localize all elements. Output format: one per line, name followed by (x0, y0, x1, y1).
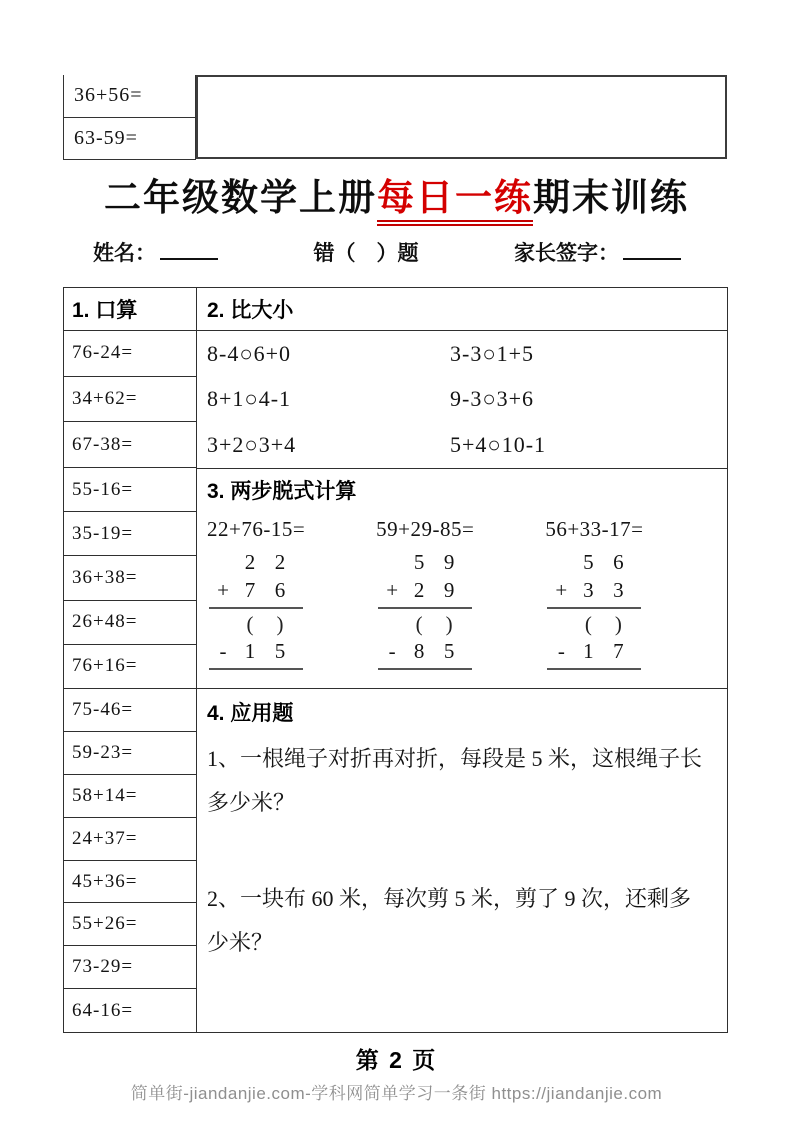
intermediate-result-row: ( ) (246, 611, 284, 636)
compare-problem: 5+4○10-1 (450, 432, 547, 458)
word-problem: 1、一根绳子对折再对折，每段是 5 米，这根绳子长多少米？ (207, 746, 703, 815)
top-table-answer-area (196, 75, 727, 159)
oral-problem-cell: 58+14= (64, 775, 196, 818)
wrong-count-label: 错（ ）题 (313, 242, 419, 265)
page-title (0, 167, 793, 221)
oral-problem-cell: 55-16= (64, 468, 196, 512)
addend-top-row: 5 6 (583, 549, 624, 574)
main-table (63, 287, 728, 1033)
name-row (93, 236, 681, 267)
name-field (93, 236, 218, 267)
word-problem: 2、一块布 60 米，每次剪 5 米，剪了 9 次，还剩多少米？ (207, 886, 692, 955)
oral-problem-cell: 26+48= (64, 601, 196, 645)
column-form (380, 548, 476, 670)
site-watermark: 简单街-jiandanjie.com-学科网简单学习一条街 https://jiandanjie.com (130, 1084, 663, 1103)
result-line (209, 668, 303, 670)
column-form (211, 548, 307, 670)
subtrahend-row: - 1 5 (219, 638, 286, 663)
title-suffix: 期末训练 (533, 178, 689, 219)
result-line (547, 668, 641, 670)
sum-line (547, 607, 641, 609)
column-form (549, 548, 645, 670)
compare-problem: 8+1○4-1 (207, 386, 292, 412)
oral-problem-cell: 34+62= (64, 377, 196, 423)
oral-problem-cell: 75-46= (64, 689, 196, 732)
signature-field (514, 236, 681, 267)
expression: 56+33-17= (545, 517, 644, 541)
compare-section (197, 331, 727, 469)
sum-line (378, 607, 472, 609)
expression: 59+29-85= (376, 517, 475, 541)
oral-problem-cell: 76+16= (64, 645, 196, 689)
oral-problem-cell: 55+26= (64, 903, 196, 946)
two-step-header: 3. 两步脱式计算 (207, 480, 357, 503)
oral-problem-cell: 24+37= (64, 818, 196, 861)
addend-top-row: 2 2 (244, 549, 286, 574)
oral-problem-cell: 35-19= (64, 512, 196, 556)
oral-column (64, 288, 197, 1032)
addend-bottom-row: + 7 6 (217, 577, 286, 602)
compare-section-header: 2. 比大小 (197, 288, 727, 331)
page-footer (0, 1042, 793, 1104)
signature-blank (623, 236, 681, 260)
oral-problem-cell: 45+36= (64, 861, 196, 904)
word-problem-header: 4. 应用题 (207, 702, 294, 725)
word-problem-section (197, 689, 727, 1032)
title-prefix: 二年级数学上册 (104, 178, 377, 219)
page-number: 第 2 页 (355, 1047, 438, 1073)
subtrahend-row: - 8 5 (388, 638, 455, 663)
compare-problem: 8-4○6+0 (207, 340, 292, 366)
vertical-calculation (545, 517, 714, 672)
vertical-calculations-row (207, 517, 715, 672)
title-highlight: 每日一练 (377, 178, 533, 226)
vertical-calculation (376, 517, 545, 672)
subtrahend-row: - 1 7 (557, 638, 624, 663)
compare-problem: 3-3○1+5 (450, 340, 535, 366)
expression: 22+76-15= (207, 517, 306, 541)
vertical-calculation (207, 517, 376, 672)
addend-bottom-row: + 2 9 (386, 577, 455, 602)
intermediate-result-row: ( ) (415, 611, 453, 636)
oral-column-header: 1. 口算 (64, 288, 196, 331)
oral-problem-cell: 76-24= (64, 331, 196, 377)
oral-problem-cell: 64-16= (72, 999, 134, 1021)
right-column (197, 288, 727, 1032)
top-table-left-column (63, 75, 196, 160)
oral-problem-cell: 67-38= (64, 422, 196, 468)
sum-line (209, 607, 303, 609)
addend-bottom-row: + 3 3 (555, 577, 624, 602)
intermediate-result-row: ( ) (584, 611, 622, 636)
two-step-section (197, 469, 727, 689)
oral-problem-cell: 59-23= (64, 732, 196, 775)
addend-top-row: 5 9 (413, 549, 455, 574)
compare-problem: 9-3○3+6 (450, 386, 535, 412)
oral-problem-cell: 36+38= (64, 556, 196, 600)
name-label: 姓名： (93, 242, 156, 265)
signature-label: 家长签字： (514, 242, 619, 265)
compare-problem: 3+2○3+4 (207, 432, 297, 458)
name-blank (160, 236, 218, 260)
result-line (378, 668, 472, 670)
oral-problem-cell: 36+56= (64, 75, 195, 118)
oral-problem-cell: 73-29= (64, 946, 196, 989)
oral-problem-cell: 63-59= (74, 126, 138, 149)
